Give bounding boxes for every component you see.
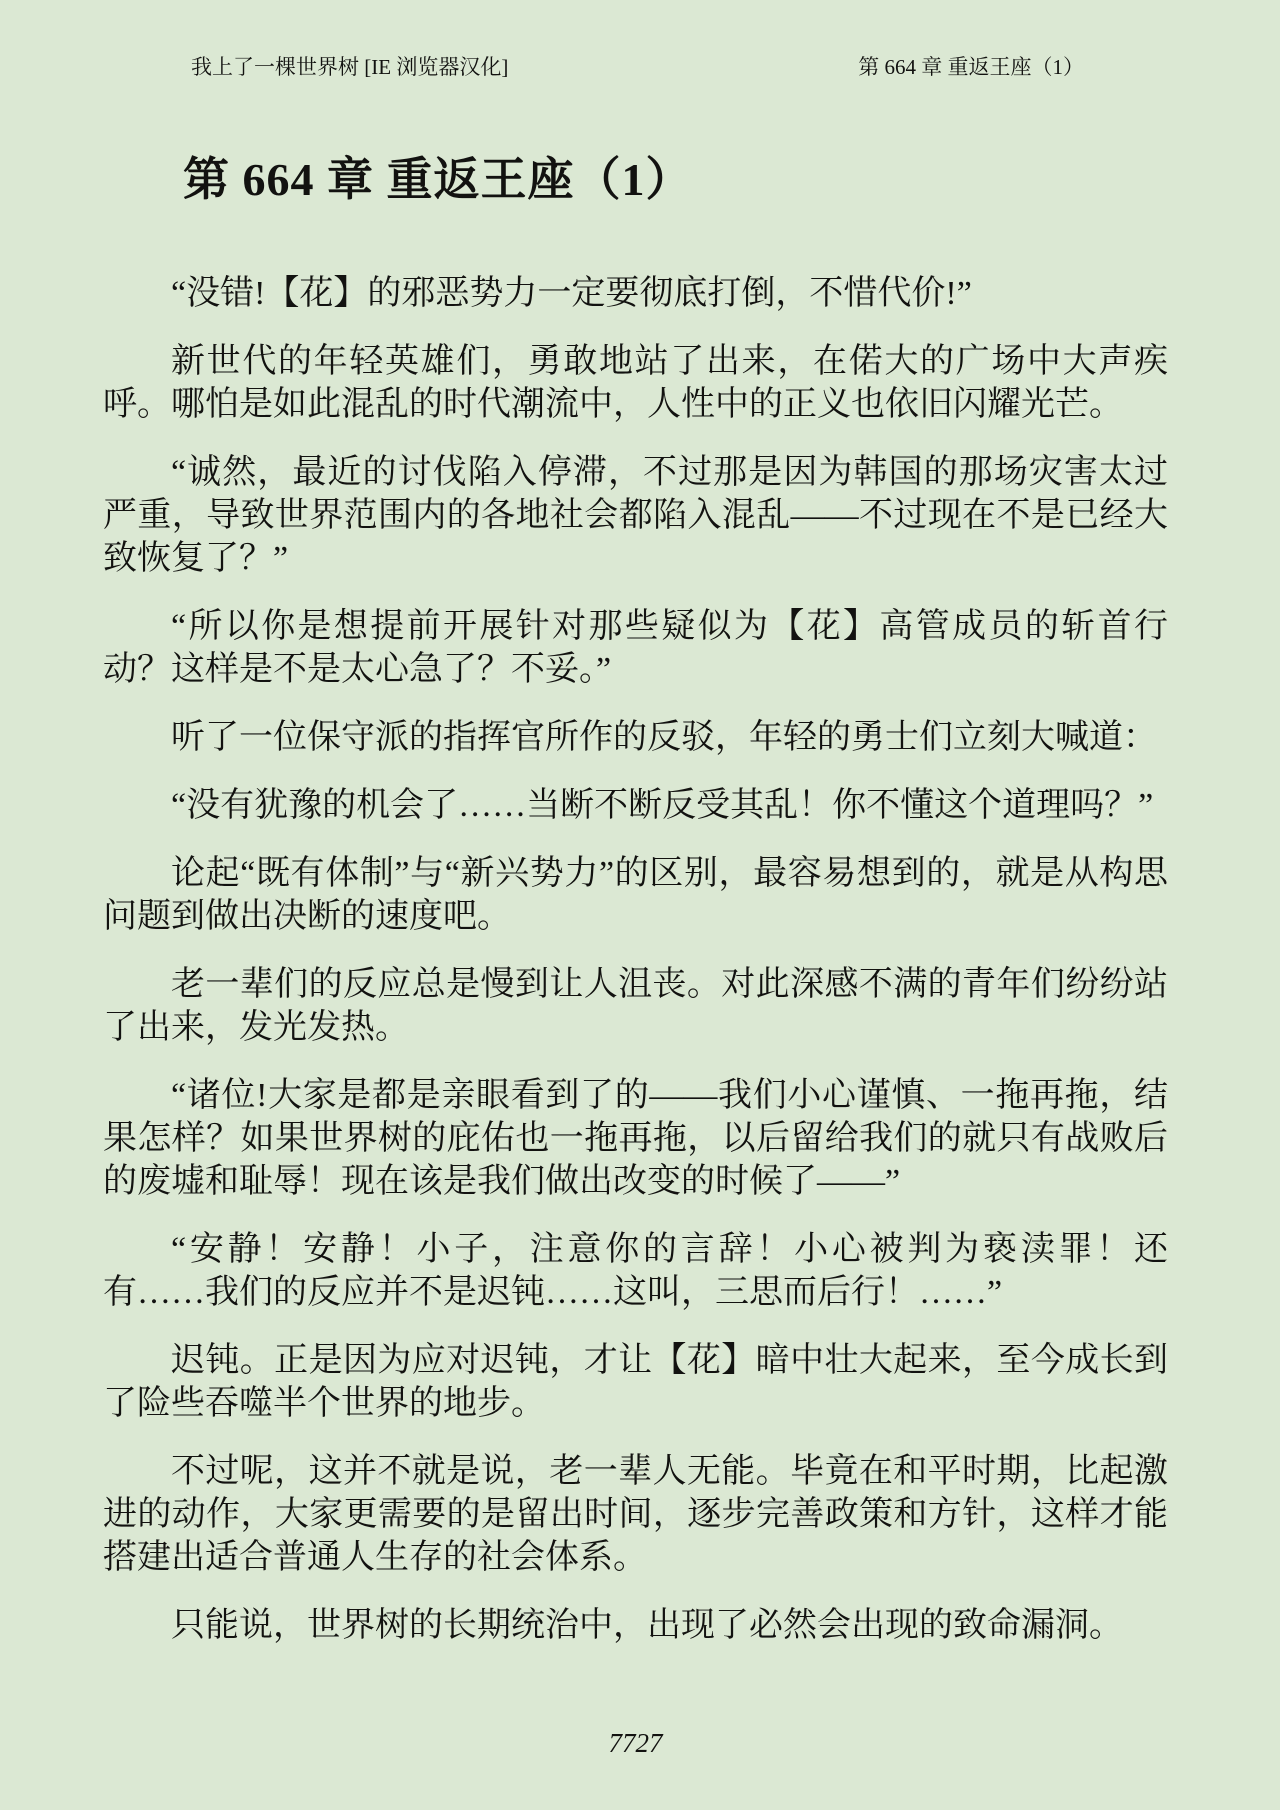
paragraph: “安静！安静！小子，注意你的言辞！小心被判为亵渎罪！还有……我们的反应并不是迟钝……这叫，三思而后行！……” <box>103 1231 1168 1311</box>
paragraph: 论起“既有体制”与“新兴势力”的区别，最容易想到的，就是从构思问题到做出决断的速度吧。 <box>103 855 1168 935</box>
page-number: 7727 <box>608 1728 663 1758</box>
paragraph: 老一辈们的反应总是慢到让人沮丧。对此深感不满的青年们纷纷站了出来，发光发热。 <box>103 966 1168 1046</box>
paragraph: “所以你是想提前开展针对那些疑似为【花】高管成员的斩首行动？这样是不是太心急了？不妥。” <box>103 608 1168 688</box>
chapter-body <box>103 272 1168 1672</box>
paragraph: 新世代的年轻英雄们，勇敢地站了出来，在偌大的广场中大声疾呼。哪怕是如此混乱的时代潮流中，人性中的正义也依旧闪耀光芒。 <box>103 343 1168 423</box>
paragraph: “没有犹豫的机会了……当断不断反受其乱！你不懂这个道理吗？” <box>171 787 1154 824</box>
paragraph: “诚然，最近的讨伐陷入停滞，不过那是因为韩国的那场灾害太过严重，导致世界范围内的各地社会都陷入混乱——不过现在不是已经大致恢复了？” <box>103 454 1168 577</box>
page-footer <box>103 1727 1168 1810</box>
paragraph: 只能说，世界树的长期统治中，出现了必然会出现的致命漏洞。 <box>171 1607 1123 1644</box>
paragraph: 听了一位保守派的指挥官所作的反驳，年轻的勇士们立刻大喊道： <box>171 719 1157 756</box>
header-book-title: 我上了一棵世界树 [IE 浏览器汉化] <box>191 55 509 79</box>
paragraph: 迟钝。正是因为应对迟钝，才让【花】暗中壮大起来，至今成长到了险些吞噬半个世界的地步。 <box>103 1342 1168 1422</box>
paragraph: “诸位!大家是都是亲眼看到了的——我们小心谨慎、一拖再拖，结果怎样？如果世界树的庇佑也一拖再拖，以后留给我们的就只有战败后的废墟和耻辱！现在该是我们做出改变的时候了——” <box>103 1077 1168 1200</box>
paragraph: “没错!【花】的邪恶势力一定要彻底打倒，不惜代价!” <box>171 275 972 312</box>
header-chapter-indicator: 第 664 章 重返王座（1） <box>858 55 1084 79</box>
page-header <box>103 54 1168 80</box>
chapter-title: 第 664 章 重返王座（1） <box>183 154 693 205</box>
paragraph: 不过呢，这并不就是说，老一辈人无能。毕竟在和平时期，比起激进的动作，大家更需要的是留出时间，逐步完善政策和方针，这样才能搭建出适合普通人生存的社会体系。 <box>103 1453 1168 1576</box>
